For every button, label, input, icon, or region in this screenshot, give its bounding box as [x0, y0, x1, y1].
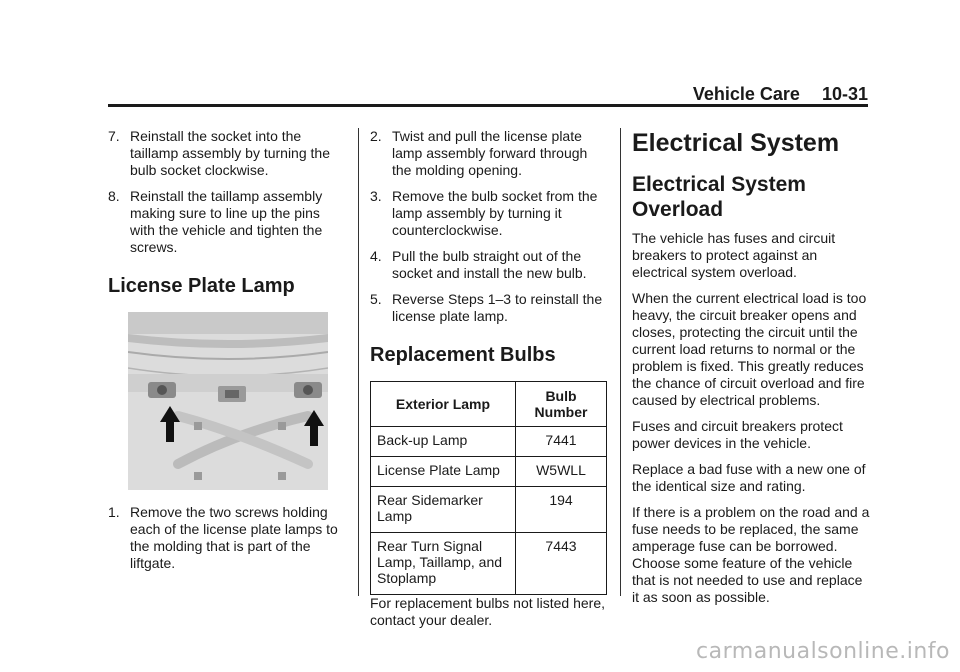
step-text: Remove the two screws holding each of the license plate lamps to the molding that is part of the liftgate.: [130, 504, 338, 571]
overload-subheading: Electrical System Overload: [632, 173, 806, 221]
lamp-cell: Rear Sidemarker Lamp: [371, 487, 516, 533]
step-text: Twist and pull the license plate lamp assembly forward through the molding opening.: [392, 128, 588, 178]
step-number: 5.: [370, 291, 382, 307]
step-text: Reinstall the socket into the taillamp assembly by turning the bulb socket clockwise.: [130, 128, 330, 178]
replacement-bulbs-table: [370, 381, 607, 595]
step-item: [108, 188, 348, 256]
paragraph: Fuses and circuit breakers protect power devices in the vehicle.: [632, 418, 843, 451]
table-row: [371, 533, 607, 595]
table-row: [371, 487, 607, 533]
license-plate-lamp-illustration: [128, 312, 328, 490]
col-header-bulb-number: Bulb Number: [516, 382, 607, 427]
header-section: Vehicle Care: [692, 84, 800, 104]
bulb-number-cell: 7443: [516, 533, 607, 595]
paragraph: The vehicle has fuses and circuit breakers to protect against an electrical system overload.: [632, 230, 836, 280]
steps-list-bottom: [108, 504, 348, 572]
header-rule: [108, 104, 868, 107]
bulbs-note: For replacement bulbs not listed here, contact your dealer.: [370, 595, 606, 628]
lamp-cell: Rear Turn Signal Lamp, Taillamp, and Stoplamp: [371, 533, 516, 595]
column-3: [632, 128, 872, 615]
step-item: [370, 188, 610, 239]
step-number: 2.: [370, 128, 382, 144]
header-page-number: 10-31: [821, 84, 868, 104]
step-number: 1.: [108, 504, 120, 520]
paragraph: When the current electrical load is too heavy, the circuit breaker opens and closes, protecting the circuit until the current load returns to normal or the problem is fixed. This greatly reduces the chance of circuit overload and fire caused by electrical problems.: [632, 290, 867, 408]
step-number: 3.: [370, 188, 382, 204]
step-item: [370, 248, 610, 282]
paragraph: If there is a problem on the road and a fuse needs to be replaced, the same amperage fuse can be borrowed. Choose some feature of the vehicle that is not needed to use and replace it as soon as possible.: [632, 504, 870, 605]
electrical-system-heading: Electrical System: [632, 129, 840, 157]
table-row: [371, 427, 607, 457]
steps-list: [370, 128, 610, 325]
step-number: 4.: [370, 248, 382, 264]
table-header-row: [371, 382, 607, 427]
page-header: [693, 84, 868, 105]
license-plate-lamp-heading: License Plate Lamp: [108, 275, 295, 297]
step-text: Reverse Steps 1–3 to reinstall the license plate lamp.: [392, 291, 603, 324]
table-row: [371, 457, 607, 487]
watermark: carmanualsonline.info: [696, 639, 950, 664]
step-item: [108, 128, 348, 179]
step-number: 7.: [108, 128, 120, 144]
lamp-cell: Back-up Lamp: [371, 427, 516, 457]
column-2: [370, 128, 610, 638]
bulb-number-cell: 194: [516, 487, 607, 533]
col-header-exterior-lamp: Exterior Lamp: [371, 382, 516, 427]
step-text: Remove the bulb socket from the lamp assembly by turning it counterclockwise.: [392, 188, 598, 238]
step-text: Reinstall the taillamp assembly making sure to line up the pins with the vehicle and tighten the screws.: [130, 188, 323, 255]
step-item: [370, 291, 610, 325]
paragraph: Replace a bad fuse with a new one of the identical size and rating.: [632, 461, 866, 494]
step-item: [370, 128, 610, 179]
replacement-bulbs-heading: Replacement Bulbs: [370, 344, 556, 366]
step-number: 8.: [108, 188, 120, 204]
step-text: Pull the bulb straight out of the socket and install the new bulb.: [392, 248, 587, 281]
lamp-cell: License Plate Lamp: [371, 457, 516, 487]
bulb-number-cell: W5WLL: [516, 457, 607, 487]
column-divider-2: [620, 128, 621, 596]
steps-list-top: [108, 128, 348, 256]
column-divider-1: [358, 128, 359, 596]
column-1: [108, 128, 348, 581]
step-item: [108, 504, 348, 572]
bulb-number-cell: 7441: [516, 427, 607, 457]
